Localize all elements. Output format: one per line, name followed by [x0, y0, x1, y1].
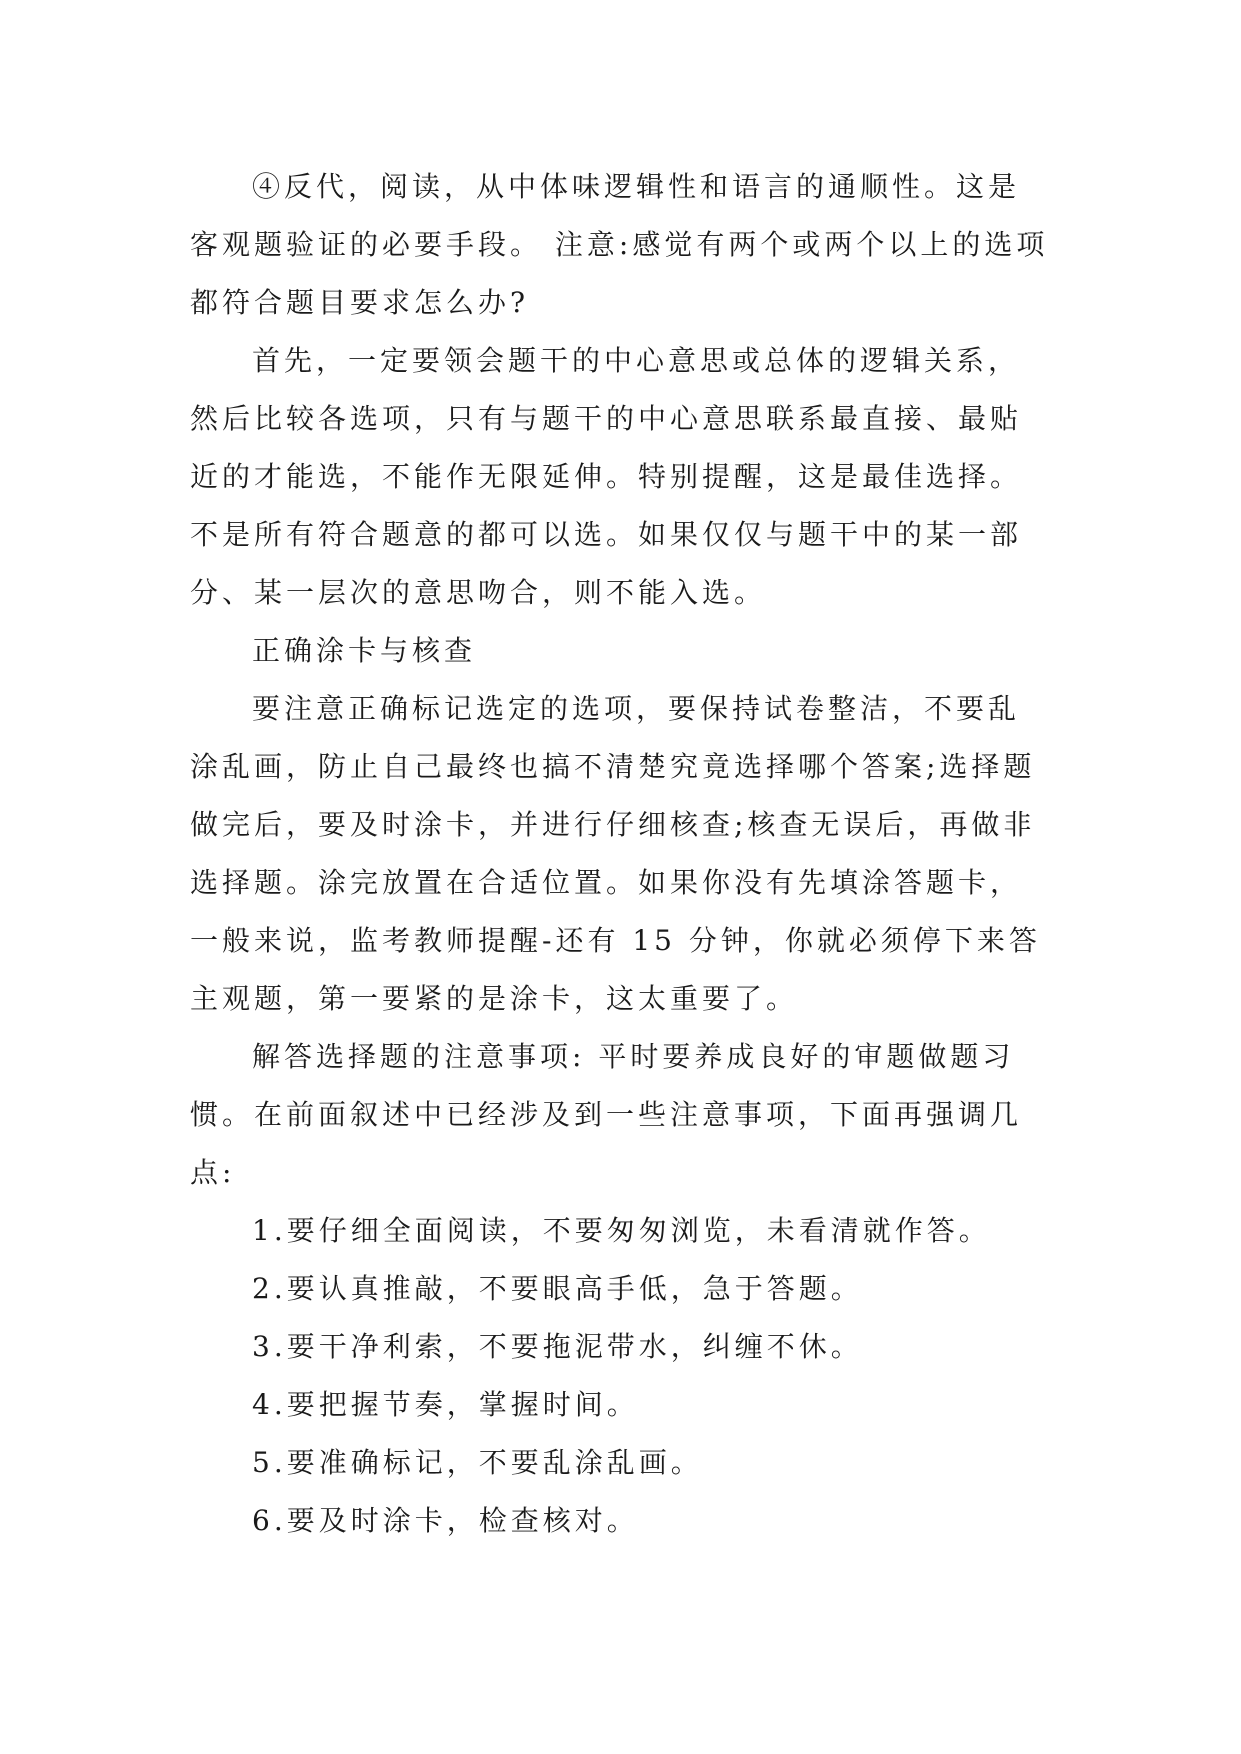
section-heading-card-filling: 正确涂卡与核查 — [252, 634, 477, 667]
document-body — [190, 158, 1050, 1550]
list-item: 2.要认真推敲，不要眼高手低，急于答题。 — [252, 1272, 863, 1305]
list-item: 1.要仔细全面阅读，不要匆匆浏览，未看清就作答。 — [252, 1214, 991, 1247]
paragraph-reverse-check: ④反代，阅读，从中体味逻辑性和语言的通顺性。这是客观题验证的必要手段。 注意:感觉有两个或两个以上的选项都符合题目要求怎么办? — [190, 170, 1049, 319]
paragraph-card-filling: 要注意正确标记选定的选项，要保持试卷整洁，不要乱涂乱画，防止自己最终也搞不清楚究竟选择哪个答案;选择题做完后，要及时涂卡，并进行仔细核查;核查无误后，再做非选择题。涂完放置在合适位置。如果你没有先填涂答题卡，一般来说，监考教师提醒-还有 15 分钟，你就必须停下来答主观题，第一要紧的是涂卡，这太重要了。 — [190, 692, 1041, 1015]
list-item: 4.要把握节奏，掌握时间。 — [252, 1388, 639, 1421]
list-item: 6.要及时涂卡，检查核对。 — [252, 1504, 639, 1537]
list-item: 5.要准确标记，不要乱涂乱画。 — [252, 1446, 703, 1479]
paragraph-main-idea: 首先，一定要领会题干的中心意思或总体的逻辑关系，然后比较各选项，只有与题干的中心意思联系最直接、最贴近的才能选，不能作无限延伸。特别提醒，这是最佳选择。不是所有符合题意的都可以选。如果仅仅与题干中的某一部分、某一层次的意思吻合，则不能入选。 — [190, 344, 1023, 609]
paragraph-notes-intro: 解答选择题的注意事项: 平时要养成良好的审题做题习惯。在前面叙述中已经涉及到一些注意事项，下面再强调几点: — [190, 1040, 1023, 1189]
list-item: 3.要干净利索，不要拖泥带水，纠缠不休。 — [252, 1330, 863, 1363]
